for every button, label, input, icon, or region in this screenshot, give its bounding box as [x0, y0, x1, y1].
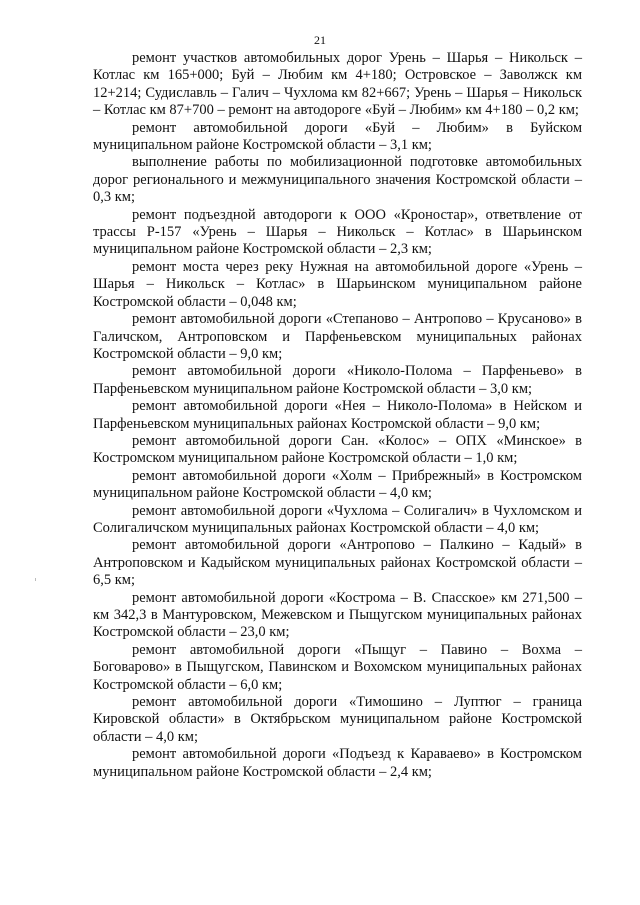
paragraph: ремонт автомобильной дороги «Подъезд к Караваево» в Костромском муниципальном районе Костромской области – 2,4 км;: [93, 746, 582, 780]
paragraph: ремонт участков автомобильных дорог Урень – Шарья – Никольск – Котлас км 165+000; Буй – Любим км 4+180; Островское – Заволжск км 12+214; Судиславль – Галич – Чухлома км 82+667; Урень – Шарья – Никольск – Котлас км 87+700 – ремонт на автодороге «Буй – Любим» км 4+180 – 0,2 км;: [93, 50, 582, 119]
paragraph: ремонт автомобильной дороги «Буй – Любим» в Буйском муниципальном районе Костромской области – 3,1 км;: [93, 119, 582, 154]
paragraph: ремонт автомобильной дороги «Антропово – Палкино – Кадый» в Антроповском и Кадыйском муниципальных районах Костромской области – 6,5 км;: [93, 537, 582, 589]
page-number: 21: [314, 33, 326, 47]
paragraph: ремонт автомобильной дороги «Пыщуг – Павино – Вохма – Боговарово» в Пыщугском, Павинском и Вохомском муниципальных районах Костромской области – 6,0 км;: [93, 641, 582, 693]
paragraph: выполнение работы по мобилизационной подготовке автомобильных дорог регионального и межмуниципального значения Костромской области – 0,3 км;: [93, 154, 582, 206]
paragraph: ремонт автомобильной дороги «Кострома – В. Спасское» км 271,500 – км 342,3 в Мантуровском, Межевском и Пыщугском муниципальных районах Костромской области – 23,0 км;: [93, 589, 582, 641]
paragraph: ремонт автомобильной дороги «Николо-Полома – Парфеньево» в Парфеньевском муниципальном районе Костромской области – 3,0 км;: [93, 363, 582, 397]
paragraph: ремонт автомобильной дороги Сан. «Колос» – ОПХ «Минское» в Костромском муниципальном районе Костромской области – 1,0 км;: [93, 432, 582, 467]
paragraph: ремонт автомобильной дороги «Нея – Николо-Полома» в Нейском и Парфеньевском муниципальных районах Костромской области – 9,0 км;: [93, 398, 582, 432]
paragraph: ремонт автомобильной дороги «Тимошино – Луптюг – граница Кировской области» в Октябрьском муниципальном районе Костромской области – 4,0 км;: [93, 694, 582, 745]
paragraph: ремонт автомобильной дороги «Степаново – Антропово – Крусаново» в Галичском, Антроповском и Парфеньевском муниципальных районах Костромской области – 9,0 км;: [93, 311, 582, 362]
scan-margin-mark: [35, 578, 36, 581]
paragraph: ремонт моста через реку Нужная на автомобильной дороге «Урень – Шарья – Никольск – Котлас» в Шарьинском муниципальном районе Костромской области – 0,048 км;: [93, 258, 582, 310]
paragraph: ремонт автомобильной дороги «Чухлома – Солигалич» в Чухломском и Солигаличском муниципальных районах Костромской области – 4,0 км;: [93, 502, 582, 536]
paragraph: ремонт подъездной автодороги к ООО «Кроностар», ответвление от трассы Р-157 «Урень – Шарья – Никольск – Котлас» в Шарьинском муниципальном районе Костромской области – 2,3 км;: [93, 206, 582, 258]
document-body: [93, 50, 582, 781]
paragraph: ремонт автомобильной дороги «Холм – Прибрежный» в Костромском муниципальном районе Костромской области – 4,0 км;: [93, 467, 582, 502]
